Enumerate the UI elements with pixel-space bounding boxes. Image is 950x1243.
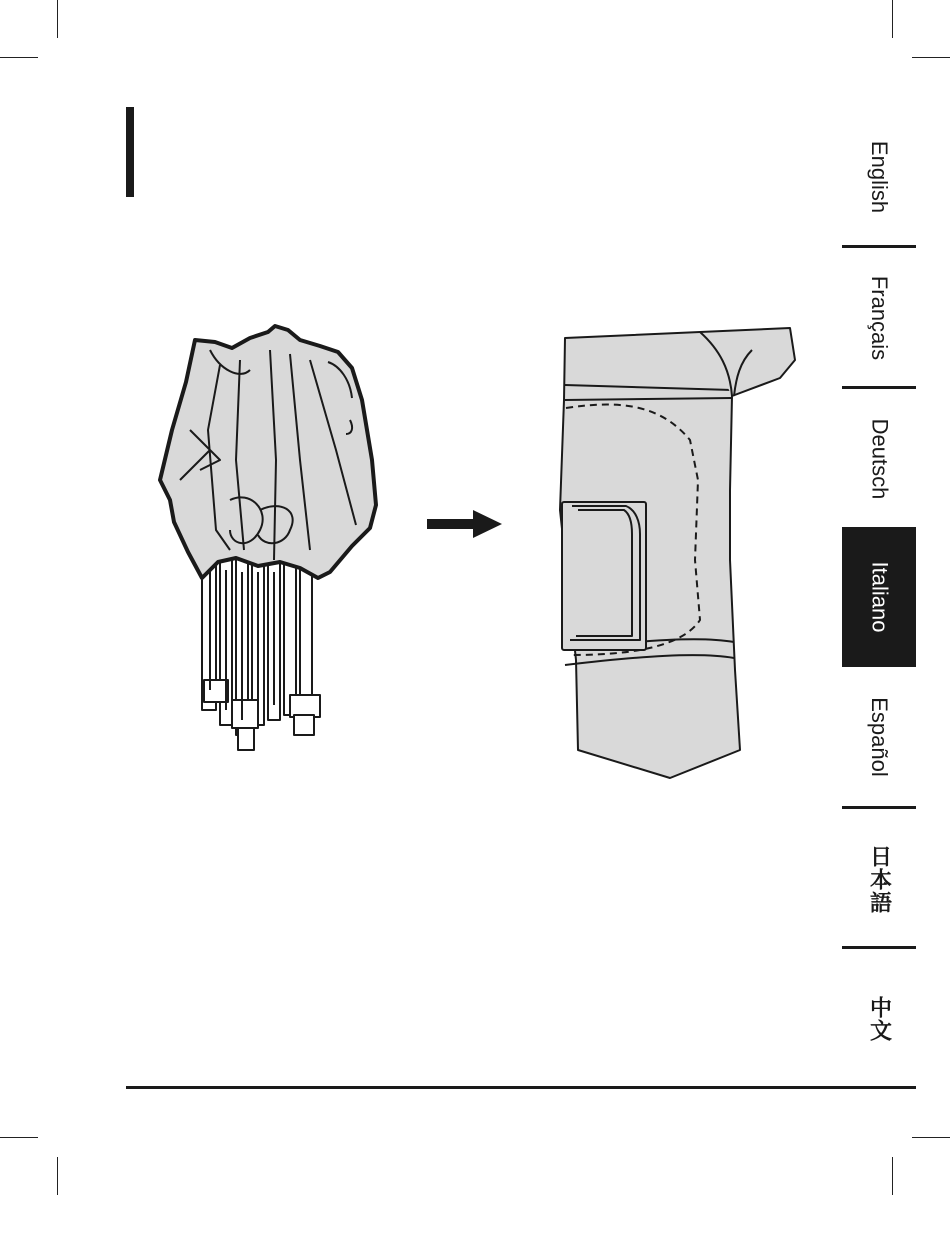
crop-mark: [892, 1157, 893, 1195]
language-tabs: [842, 107, 916, 1087]
instruction-figure: [140, 310, 810, 790]
footer-rule: [126, 1086, 916, 1089]
tab-label: Deutsch: [867, 418, 892, 500]
crop-mark: [57, 1157, 58, 1195]
tab-francais[interactable]: [842, 248, 916, 388]
tab-japanese[interactable]: [842, 809, 916, 949]
tab-italiano[interactable]: [842, 527, 916, 667]
crop-mark: [892, 0, 893, 38]
section-marker-bar: [126, 107, 134, 197]
crop-mark: [57, 0, 58, 38]
crop-mark: [912, 1137, 950, 1138]
tab-chinese[interactable]: [842, 949, 916, 1089]
tab-label: English: [867, 140, 892, 214]
tab-espanol[interactable]: [842, 667, 916, 807]
tab-english[interactable]: [842, 107, 916, 247]
tab-label: Italiano: [866, 561, 892, 633]
tab-label: 中文: [866, 996, 892, 1042]
carry-bag-icon: [560, 328, 795, 778]
tab-deutsch[interactable]: [842, 389, 916, 529]
right-arrow-icon: [427, 510, 502, 538]
tab-label: Français: [867, 275, 893, 361]
tab-label: Español: [867, 697, 893, 777]
tab-label: 日本語: [866, 844, 892, 914]
folded-canopy-icon: [160, 326, 376, 750]
crop-mark: [0, 57, 38, 58]
crop-mark: [912, 57, 950, 58]
crop-mark: [0, 1137, 38, 1138]
